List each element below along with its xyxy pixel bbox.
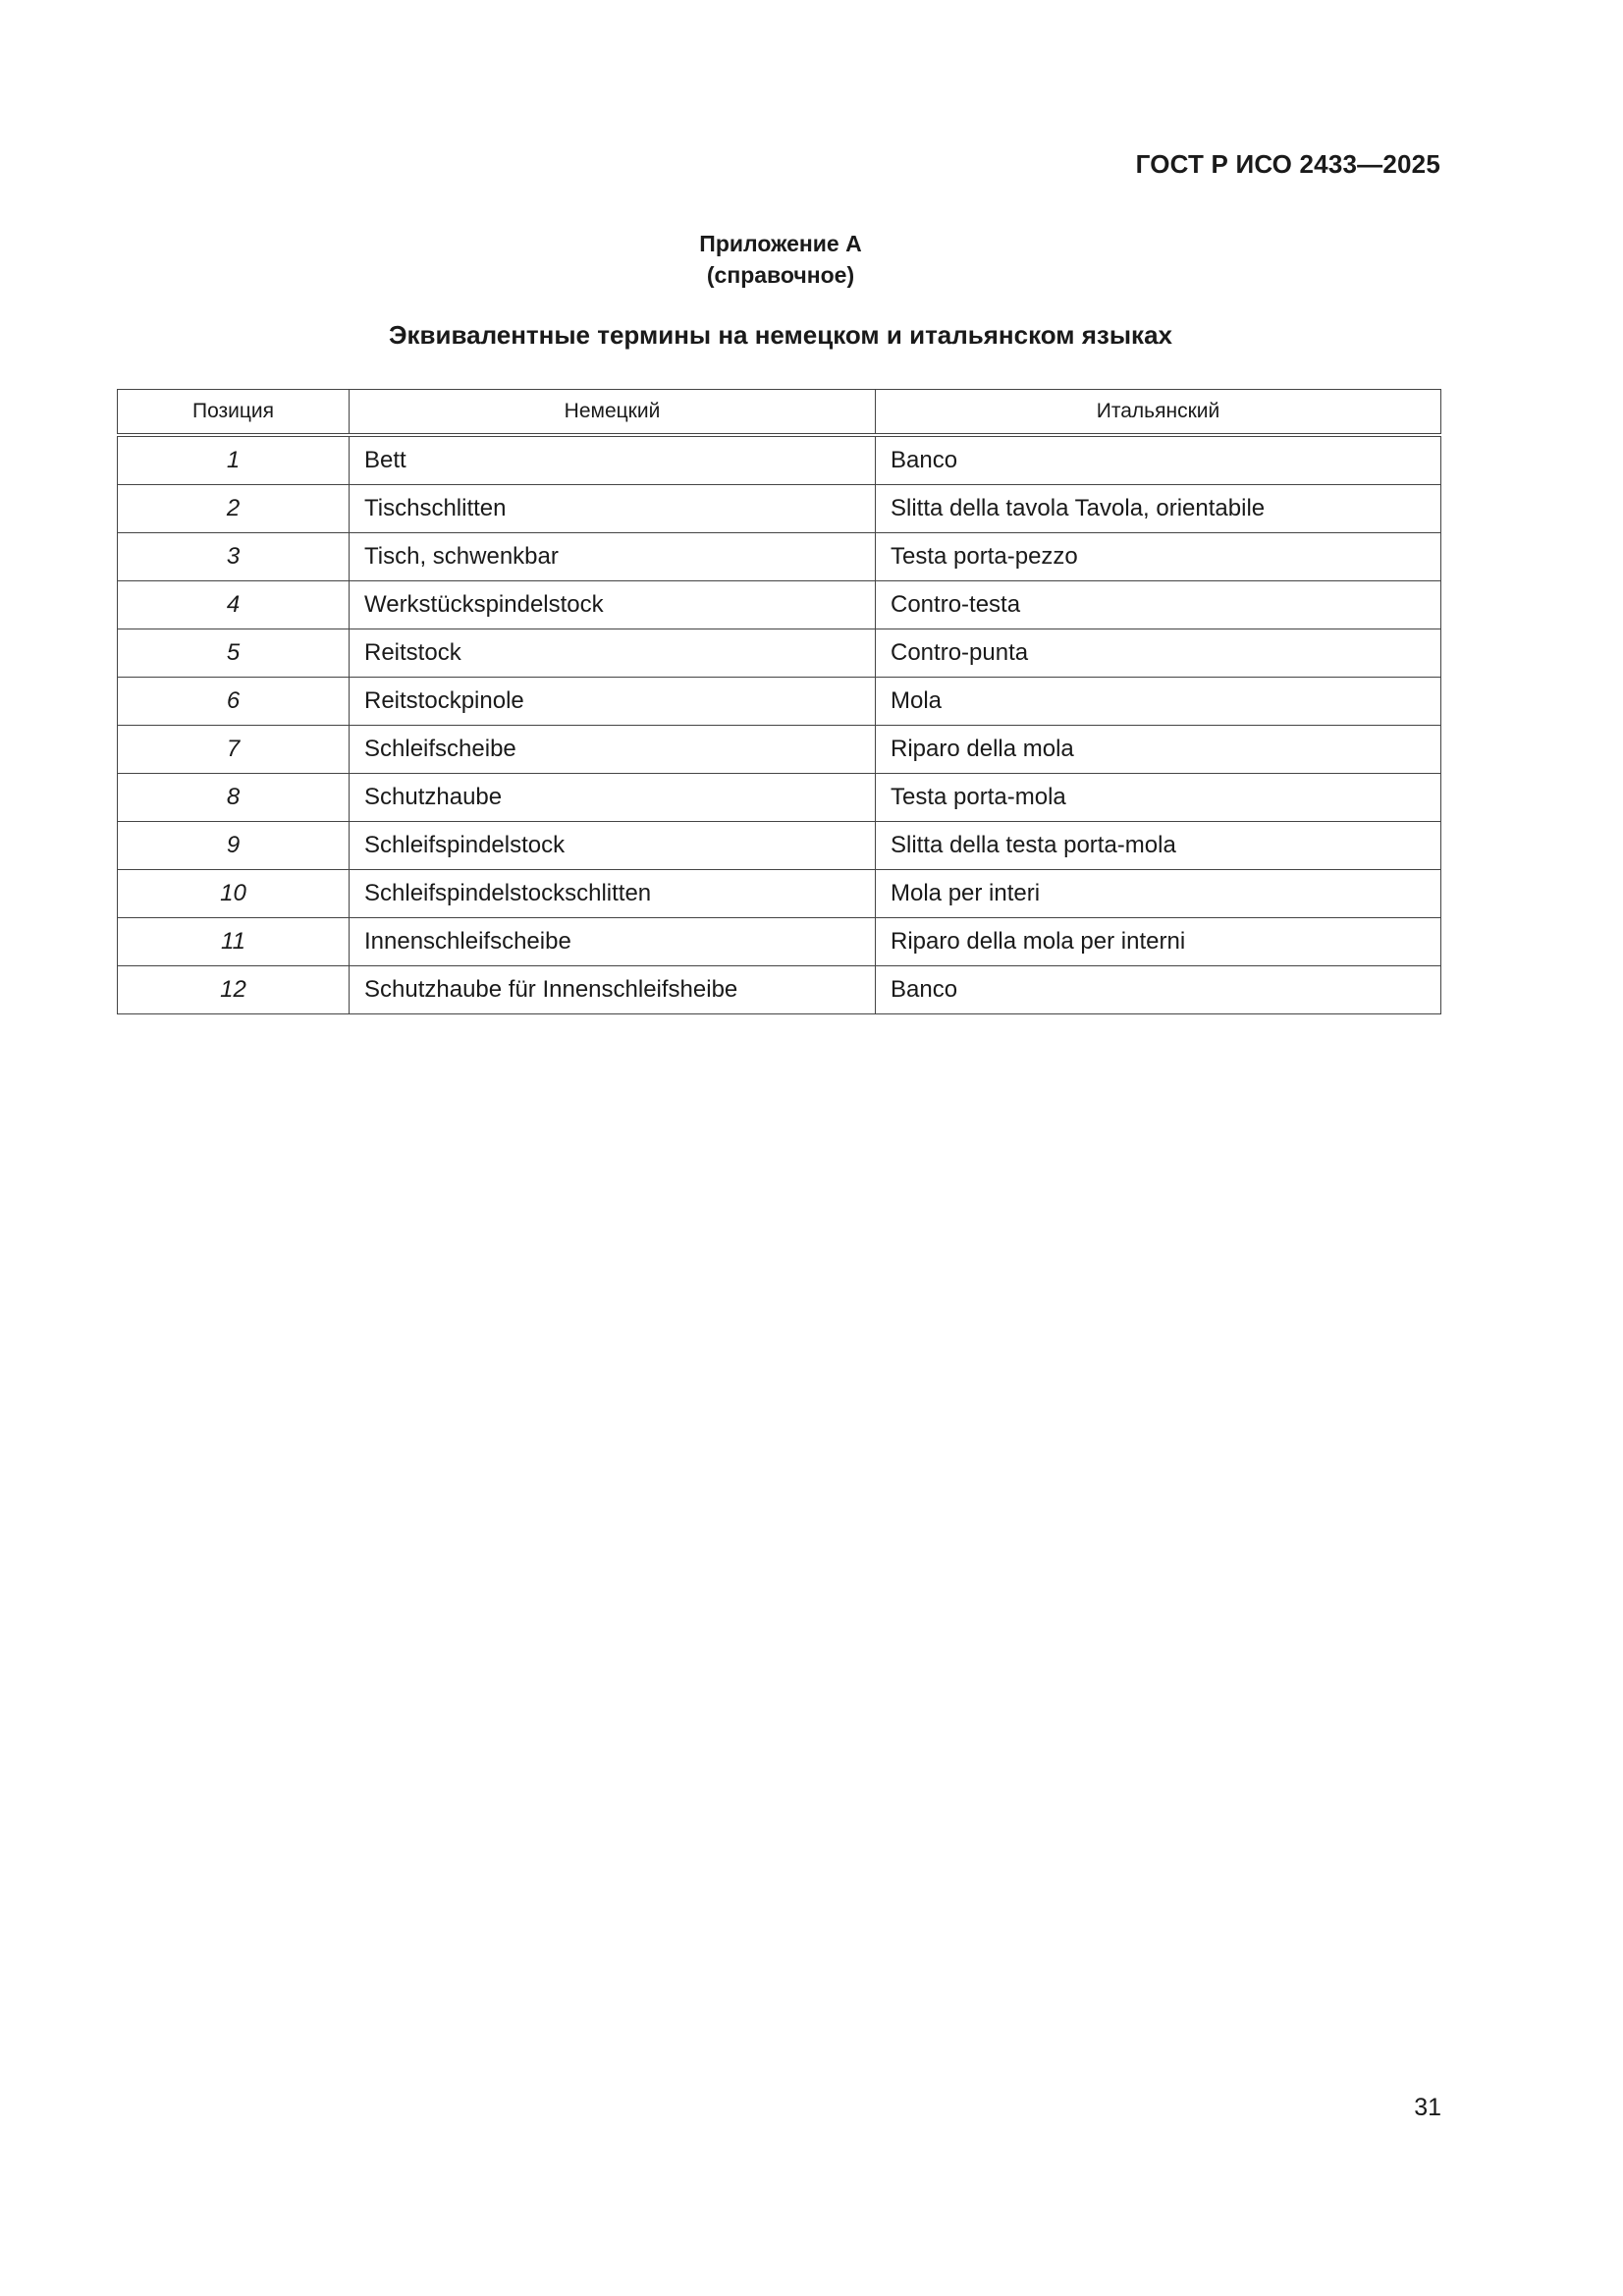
terms-table: [117, 389, 1441, 1014]
cell-italian: Banco: [876, 966, 1441, 1014]
cell-position: 5: [118, 629, 350, 678]
annex-title: Приложение А: [699, 231, 862, 256]
table-header-row: [118, 390, 1441, 436]
cell-position: 4: [118, 581, 350, 629]
cell-german: Schutzhaube für Innenschleifsheibe: [350, 966, 876, 1014]
cell-italian: Slitta della testa porta-mola: [876, 822, 1441, 870]
cell-german: Schutzhaube: [350, 774, 876, 822]
cell-german: Reitstockpinole: [350, 678, 876, 726]
cell-position: 2: [118, 485, 350, 533]
cell-german: Bett: [350, 435, 876, 485]
cell-italian: Riparo della mola per interni: [876, 918, 1441, 966]
cell-position: 10: [118, 870, 350, 918]
cell-italian: Slitta della tavola Tavola, orientabile: [876, 485, 1441, 533]
cell-german: Tischschlitten: [350, 485, 876, 533]
cell-italian: Banco: [876, 435, 1441, 485]
table-row: [118, 774, 1441, 822]
cell-german: Schleifspindelstock: [350, 822, 876, 870]
cell-italian: Mola: [876, 678, 1441, 726]
table-row: [118, 726, 1441, 774]
cell-german: Schleifspindelstockschlitten: [350, 870, 876, 918]
table-row: [118, 966, 1441, 1014]
cell-position: 9: [118, 822, 350, 870]
cell-italian: Testa porta-pezzo: [876, 533, 1441, 581]
cell-position: 7: [118, 726, 350, 774]
table-row: [118, 870, 1441, 918]
annex-heading: [0, 228, 1561, 291]
section-title: Эквивалентные термины на немецком и итальянском языках: [389, 320, 1172, 350]
cell-italian: Contro-punta: [876, 629, 1441, 678]
cell-italian: Contro-testa: [876, 581, 1441, 629]
cell-italian: Mola per interi: [876, 870, 1441, 918]
column-header-italian: Итальянский: [876, 390, 1441, 436]
table-row: [118, 629, 1441, 678]
cell-german: Tisch, schwenkbar: [350, 533, 876, 581]
table-row: [118, 485, 1441, 533]
table-row: [118, 918, 1441, 966]
cell-german: Schleifscheibe: [350, 726, 876, 774]
cell-german: Reitstock: [350, 629, 876, 678]
cell-position: 6: [118, 678, 350, 726]
table-row: [118, 581, 1441, 629]
table-row: [118, 435, 1441, 485]
table-row: [118, 533, 1441, 581]
table-row: [118, 678, 1441, 726]
cell-german: Innenschleifscheibe: [350, 918, 876, 966]
table-row: [118, 822, 1441, 870]
document-code: ГОСТ Р ИСО 2433—2025: [1135, 149, 1440, 179]
cell-position: 11: [118, 918, 350, 966]
annex-subtitle: (справочное): [706, 262, 855, 288]
cell-italian: Riparo della mola: [876, 726, 1441, 774]
cell-italian: Testa porta-mola: [876, 774, 1441, 822]
cell-position: 8: [118, 774, 350, 822]
cell-position: 12: [118, 966, 350, 1014]
column-header-position: Позиция: [118, 390, 350, 436]
column-header-german: Немецкий: [350, 390, 876, 436]
cell-german: Werkstückspindelstock: [350, 581, 876, 629]
cell-position: 1: [118, 435, 350, 485]
page-number: 31: [1414, 2094, 1441, 2121]
cell-position: 3: [118, 533, 350, 581]
